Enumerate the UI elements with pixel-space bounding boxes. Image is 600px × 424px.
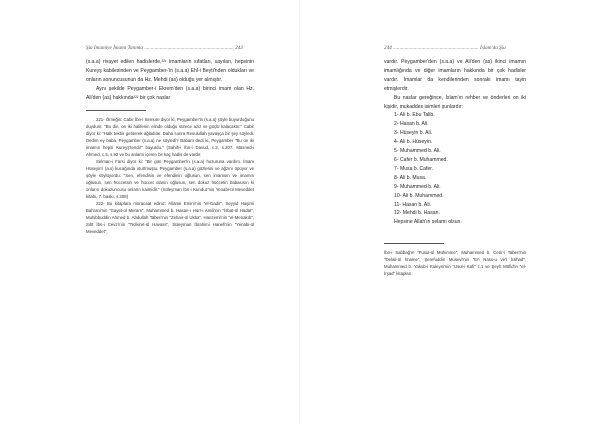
right-page-number: 244 — [384, 45, 392, 51]
list-item: 8- Ali b. Musa. — [394, 174, 427, 181]
right-paragraph-1: vardır. Peygamber'den (s.a.a) ve Ali'den (as) ikinci imamın imamlığında ve diğer imamların hakkında bir çok hadisler vardır. İmamlar da kendilerinden sonraki imamı tayin etmişlerdir. — [384, 59, 526, 92]
left-header-title: Şia İmamiye İmamı Tanıma — [86, 45, 144, 51]
list-item: 3- Hüseyin b. Ali. — [394, 130, 433, 137]
right-header-title: İslam'da Şia — [479, 45, 506, 51]
right-running-header — [384, 45, 526, 51]
closing-salutation: Hepsine Allah'ın selamı olsun. — [394, 219, 462, 226]
left-page-number: 243 — [235, 45, 243, 51]
imam-list — [384, 111, 526, 218]
list-item: 5- Muhammed b. Ali. — [394, 148, 441, 155]
list-item: 6- Cafer b. Muhammed. — [394, 156, 448, 163]
right-body — [384, 58, 526, 277]
right-footnote-rule — [384, 243, 444, 244]
right-paragraph-2: Bu naslar gereğince, İslam'ın rehber ve önderleri on iki kişidir, mukaddes isimleri şunlardır: — [384, 94, 526, 110]
list-item: 2- Hasan b. Ali. — [394, 121, 429, 128]
footnote-222-continued: İbn-i Sabbağ'ın "Fusul-ül Mühimme", Muhammed b. Cerir-i Taberi'nin "Delail-ül İmame", Şerefuddin Musevi'nin "En Nass-u ve'l İctihad", Muhammed b. Yakub-i Kuleyni'nin "Usul-i Kafi" c.1 ve Şeyh Müfid'in "el-İrşad" kitapları. — [384, 250, 526, 277]
left-body — [86, 58, 254, 235]
list-item: 12- Mehdi b. Hasan. — [394, 210, 440, 217]
left-paragraph-2: Aynı şekilde Peygamber-i Ekrem'den (s.a.a) birinci imam olan Hz. Ali'den (as) hakkında²²² bir çok naslar — [86, 85, 254, 101]
left-header-leader: ..................................................................... — [144, 45, 234, 51]
footnote-221: 221- Örneğin: Cabir İbn-i Semure diyor ki, Peygamber'in (s.a.a) şöyle buyurduğunu duydum: "Bu din, on iki halifenin elinde olduğu sürece aziz ve güçlü kalacaktır." Cabir diyor ki: "Halk tekbir getirerek ağladılar. Daha sonra Resulullah yavaşça bir şey söyledi. Dedim ey baba, Peygamber (s.a.a) ne söyledi? Babam dedi ki, Peygamber "Bu on iki imamın hepsi Kureyş'tendir" buyurdu." (Sahih-i İbn-i Davud, c.2, s.207. Müsned-i Ahmed, c.5, s.92 ve bu anlamı içeren bir kaç hadis de vardır. — [86, 116, 254, 157]
list-item: 7- Musa b. Cafer. — [394, 165, 434, 172]
list-item: 11- Hasan b. Ali. — [394, 201, 431, 208]
footnote-221-continued: Selman-i Farsi diyor ki: "Bir gün Peygamber'in (s.a.a) huzuruna vardım. İmam Hüseyin'i (a.s) kucağında oturtmuştu. Peygamber (s.a.a) gözlerini ve ağzını öpüyor ve şöyle söylüyordu: "Sen, efendisin ve efendinin oğlusun, sen imamsın ve imamın oğlusun, sen hüccetsin ve hüccet olanın oğlusun, sen dokuz hüccetin babasısın ki onların dokuzuncusu onların kaimidir." (Süleyman İbn-i Kunduz'nin Yenabi-ül Meveddet kitabı, 7. baskı, s.308) — [86, 158, 254, 200]
list-item: 1- Ali b. Ebu Talib. — [394, 112, 435, 119]
right-page — [300, 0, 600, 424]
list-item: 9- Muhammed b. Ali. — [394, 183, 441, 190]
footnote-222: 222- Bu kitaplara müracaat ediniz: Allame Emini'nin "el-Gadir", Seyyid Haşimi Bahrani'nin "Gayet-ül Meram", Muhammed b. Hasan-ı Hürr-i Amili'nin "İsbat-ül Hüdat", Muhibbuddin Ahmed b. Abdullah Taberi'nin "Zehair-ül Ukba", Hanzemi'nin "el-Menakıb", Sibt İbn-i Cevzi'nin "Tezkiret-ül Havass", Süleyman İbrahimi Hanefi'nin "Yenabi-ül Meveddet", — [86, 201, 254, 235]
footnote-rule — [86, 110, 146, 111]
right-header-leader: .................................................................. — [393, 45, 479, 51]
left-footnotes — [86, 116, 254, 236]
list-item: 10- Ali b. Muhammed. — [394, 192, 444, 199]
list-item: 4- Ali b. Hüseyin. — [394, 139, 433, 146]
right-footnotes — [384, 249, 526, 277]
left-paragraph-1: (s.a.a) rivayet edilen hadislerde,²²¹ imamların sıfatları, sayıları, hepsinin Kureyş kabilesinden ve Peygamber-'in (s.a.a) Ehl-i Beyti'nden oldukları ve onların sonuncusunun da Hz. Mehdi (as) olduğu yer almıştır. — [86, 59, 254, 83]
left-running-header — [86, 45, 254, 51]
